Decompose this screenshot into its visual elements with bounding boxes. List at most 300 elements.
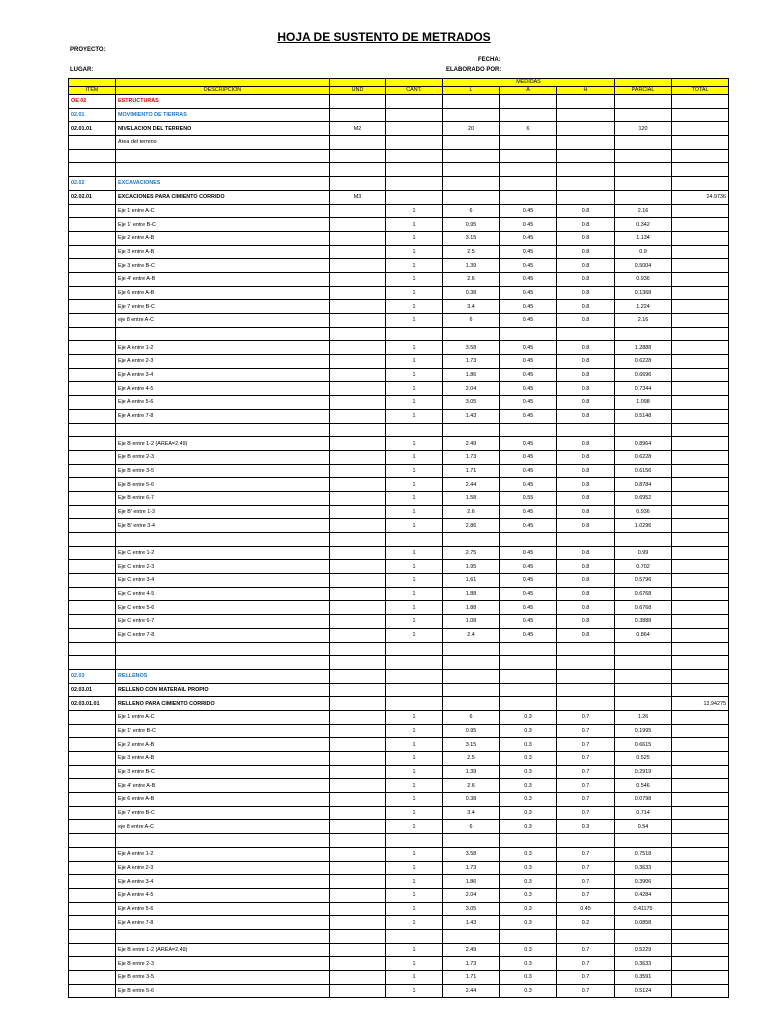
width-cell: 0.45: [500, 519, 557, 533]
partial-cell: 0.0798: [615, 793, 672, 807]
total-cell: [672, 136, 729, 150]
height-cell: 0.8: [557, 615, 615, 629]
length-cell: 1.86: [443, 875, 500, 889]
height-cell: 0.7: [557, 738, 615, 752]
partial-cell: 0.2919: [615, 765, 672, 779]
total-cell: [672, 752, 729, 766]
table-row: [69, 108, 729, 122]
length-cell: [443, 834, 500, 848]
unit-cell: [330, 505, 386, 519]
partial-cell: [615, 136, 672, 150]
page-title: HOJA DE SUSTENTO DE METRADOS: [277, 30, 491, 44]
unit-cell: [330, 272, 386, 286]
total-cell: [672, 437, 729, 451]
total-cell: [672, 149, 729, 163]
total-cell: [672, 464, 729, 478]
description-cell: Eje A entre 4-5: [116, 382, 330, 396]
partial-cell: 0.5796: [615, 574, 672, 588]
description-cell: eje 8 entre A-C: [116, 314, 330, 328]
quantity-cell: [386, 149, 443, 163]
length-cell: 2.4: [443, 628, 500, 642]
partial-cell: 0.6952: [615, 491, 672, 505]
quantity-cell: 1: [386, 943, 443, 957]
table-row: [69, 601, 729, 615]
description-cell: EXCACIONES PARA CIMIENTO CORRIDO: [116, 190, 330, 204]
total-cell: [672, 300, 729, 314]
quantity-cell: 1: [386, 300, 443, 314]
length-cell: [443, 423, 500, 437]
quantity-cell: [386, 95, 443, 109]
item-cell: [69, 259, 116, 273]
partial-cell: 0.6768: [615, 601, 672, 615]
total-cell: [672, 765, 729, 779]
length-cell: 2.6: [443, 272, 500, 286]
table-row: [69, 368, 729, 382]
description-cell: Eje 6 entre A-B: [116, 286, 330, 300]
table-row: [69, 738, 729, 752]
height-cell: 0.7: [557, 710, 615, 724]
partial-cell: 0.6228: [615, 450, 672, 464]
length-cell: 2.49: [443, 943, 500, 957]
quantity-cell: 1: [386, 231, 443, 245]
description-cell: Eje A entre 4-5: [116, 888, 330, 902]
quantity-cell: 1: [386, 820, 443, 834]
item-cell: [69, 615, 116, 629]
partial-cell: [615, 95, 672, 109]
unit-cell: [330, 136, 386, 150]
description-cell: Eje A entre 3-4: [116, 875, 330, 889]
description-cell: RELLENO PARA CIMIENTO CORRIDO: [116, 697, 330, 711]
width-cell: 0.45: [500, 355, 557, 369]
length-cell: 3.05: [443, 396, 500, 410]
total-cell: [672, 396, 729, 410]
height-cell: 0.7: [557, 971, 615, 985]
length-cell: 1.71: [443, 971, 500, 985]
item-cell: 02.03.01.01: [69, 697, 116, 711]
unit-cell: [330, 163, 386, 177]
description-cell: EXCAVACIONES: [116, 177, 330, 191]
partial-cell: [615, 177, 672, 191]
table-row: [69, 136, 729, 150]
length-cell: 1.39: [443, 765, 500, 779]
table-row: [69, 327, 729, 341]
width-cell: 0.3: [500, 861, 557, 875]
item-cell: [69, 519, 116, 533]
description-cell: Eje 1' entre B-C: [116, 218, 330, 232]
total-cell: [672, 272, 729, 286]
table-row: [69, 382, 729, 396]
quantity-cell: 1: [386, 765, 443, 779]
total-cell: [672, 943, 729, 957]
height-cell: 0.8: [557, 601, 615, 615]
description-cell: Eje 4' entre A-B: [116, 272, 330, 286]
length-cell: 2.49: [443, 437, 500, 451]
table-row: [69, 861, 729, 875]
description-cell: Eje C entre 4-5: [116, 587, 330, 601]
table-row: [69, 793, 729, 807]
partial-cell: 0.1368: [615, 286, 672, 300]
unit-cell: [330, 984, 386, 998]
length-cell: [443, 683, 500, 697]
table-row: [69, 615, 729, 629]
partial-cell: [615, 423, 672, 437]
total-cell: [672, 382, 729, 396]
total-cell: [672, 450, 729, 464]
height-cell: [557, 656, 615, 670]
item-cell: [69, 628, 116, 642]
height-cell: [557, 327, 615, 341]
length-cell: 3.15: [443, 231, 500, 245]
quantity-cell: [386, 683, 443, 697]
width-cell: [500, 190, 557, 204]
description-cell: Eje 1 entre A-C: [116, 710, 330, 724]
table-row: [69, 190, 729, 204]
height-cell: [557, 108, 615, 122]
partial-cell: 0.9: [615, 245, 672, 259]
quantity-cell: [386, 177, 443, 191]
length-cell: 3.4: [443, 806, 500, 820]
unit-cell: [330, 286, 386, 300]
item-cell: [69, 286, 116, 300]
quantity-cell: [386, 136, 443, 150]
item-cell: [69, 601, 116, 615]
length-cell: [443, 163, 500, 177]
width-cell: 0.3: [500, 806, 557, 820]
item-cell: [69, 423, 116, 437]
height-cell: [557, 697, 615, 711]
quantity-cell: 1: [386, 286, 443, 300]
total-cell: [672, 478, 729, 492]
table-row: [69, 122, 729, 136]
height-cell: 0.45: [557, 902, 615, 916]
total-cell: [672, 355, 729, 369]
height-cell: [557, 122, 615, 136]
quantity-cell: 1: [386, 971, 443, 985]
table-row: [69, 272, 729, 286]
partial-cell: 2.16: [615, 204, 672, 218]
unit-cell: [330, 793, 386, 807]
description-cell: Eje 7 entre B-C: [116, 806, 330, 820]
table-row: [69, 491, 729, 505]
length-cell: 2.5: [443, 752, 500, 766]
table-row: [69, 560, 729, 574]
length-cell: 1.95: [443, 560, 500, 574]
total-cell: [672, 218, 729, 232]
width-cell: [500, 327, 557, 341]
quantity-cell: 1: [386, 601, 443, 615]
description-cell: Eje A entre 2-3: [116, 861, 330, 875]
total-cell: [672, 108, 729, 122]
partial-cell: 0.6615: [615, 738, 672, 752]
unit-cell: [330, 902, 386, 916]
unit-cell: [330, 765, 386, 779]
height-cell: [557, 423, 615, 437]
description-cell: Area del terreno: [116, 136, 330, 150]
item-cell: 02.03: [69, 669, 116, 683]
item-cell: [69, 765, 116, 779]
total-cell: [672, 163, 729, 177]
quantity-cell: 1: [386, 341, 443, 355]
quantity-cell: 1: [386, 464, 443, 478]
description-cell: Eje 1 entre A-C: [116, 204, 330, 218]
unit-cell: [330, 218, 386, 232]
height-cell: 0.7: [557, 943, 615, 957]
quantity-cell: 1: [386, 396, 443, 410]
description-cell: Eje 7 entre B-C: [116, 300, 330, 314]
description-cell: Eje A entre 1-2: [116, 847, 330, 861]
table-row: [69, 752, 729, 766]
partial-cell: 0.6696: [615, 368, 672, 382]
table-row: [69, 464, 729, 478]
total-cell: [672, 533, 729, 547]
table-row: [69, 450, 729, 464]
item-cell: [69, 382, 116, 396]
header-l: L: [443, 87, 500, 95]
partial-cell: 0.4284: [615, 888, 672, 902]
quantity-cell: [386, 929, 443, 943]
width-cell: 0.45: [500, 437, 557, 451]
partial-cell: [615, 683, 672, 697]
partial-cell: 1.26: [615, 710, 672, 724]
unit-cell: [330, 642, 386, 656]
height-cell: 0.7: [557, 724, 615, 738]
partial-cell: 1.098: [615, 396, 672, 410]
length-cell: [443, 177, 500, 191]
total-cell: [672, 409, 729, 423]
description-cell: MOVIMIENTO DE TIERRAS: [116, 108, 330, 122]
unit-cell: [330, 957, 386, 971]
total-cell: [672, 259, 729, 273]
unit-cell: M3: [330, 190, 386, 204]
item-cell: [69, 971, 116, 985]
partial-cell: [615, 190, 672, 204]
item-cell: [69, 984, 116, 998]
partial-cell: 0.3633: [615, 861, 672, 875]
unit-cell: [330, 888, 386, 902]
description-cell: eje 8 entre A-C: [116, 820, 330, 834]
unit-cell: [330, 724, 386, 738]
quantity-cell: [386, 423, 443, 437]
table-row: [69, 574, 729, 588]
description-cell: [116, 327, 330, 341]
width-cell: 0.45: [500, 382, 557, 396]
table-row: [69, 409, 729, 423]
unit-cell: [330, 245, 386, 259]
width-cell: 0.45: [500, 615, 557, 629]
quantity-cell: [386, 533, 443, 547]
table-row: [69, 710, 729, 724]
width-cell: 0.45: [500, 300, 557, 314]
header-cell: [116, 79, 330, 87]
unit-cell: [330, 683, 386, 697]
height-cell: 0.8: [557, 355, 615, 369]
unit-cell: [330, 820, 386, 834]
partial-cell: 0.714: [615, 806, 672, 820]
partial-cell: 0.6228: [615, 355, 672, 369]
table-row: [69, 587, 729, 601]
width-cell: 0.45: [500, 314, 557, 328]
description-cell: Eje B entre 2-3: [116, 450, 330, 464]
description-cell: Eje B entre 1-2 (AREA=2.49): [116, 943, 330, 957]
item-cell: [69, 656, 116, 670]
description-cell: Eje B entre 3-5: [116, 971, 330, 985]
total-cell: [672, 560, 729, 574]
description-cell: Eje 4' entre A-B: [116, 779, 330, 793]
quantity-cell: 1: [386, 314, 443, 328]
quantity-cell: 1: [386, 519, 443, 533]
item-cell: [69, 793, 116, 807]
width-cell: 0.45: [500, 409, 557, 423]
table-row: [69, 533, 729, 547]
partial-cell: [615, 697, 672, 711]
description-cell: Eje C entre 3-4: [116, 574, 330, 588]
item-cell: [69, 957, 116, 971]
quantity-cell: [386, 669, 443, 683]
quantity-cell: 1: [386, 957, 443, 971]
table-row: [69, 519, 729, 533]
height-cell: 0.3: [557, 820, 615, 834]
unit-cell: [330, 752, 386, 766]
unit-cell: [330, 806, 386, 820]
total-cell: [672, 519, 729, 533]
height-cell: 0.8: [557, 628, 615, 642]
height-cell: [557, 929, 615, 943]
quantity-cell: 1: [386, 615, 443, 629]
item-cell: [69, 149, 116, 163]
height-cell: 0.8: [557, 231, 615, 245]
table-row: [69, 341, 729, 355]
table-row: [69, 642, 729, 656]
height-cell: 0.8: [557, 368, 615, 382]
width-cell: 0.45: [500, 478, 557, 492]
description-cell: Eje B entre 6-7: [116, 491, 330, 505]
width-cell: 0.45: [500, 601, 557, 615]
height-cell: 0.7: [557, 752, 615, 766]
height-cell: [557, 683, 615, 697]
item-cell: [69, 218, 116, 232]
unit-cell: [330, 943, 386, 957]
width-cell: [500, 642, 557, 656]
item-cell: [69, 820, 116, 834]
item-cell: [69, 574, 116, 588]
quantity-cell: 1: [386, 409, 443, 423]
quantity-cell: [386, 834, 443, 848]
total-cell: [672, 929, 729, 943]
table-row: [69, 847, 729, 861]
table-row: [69, 423, 729, 437]
description-cell: Eje C entre 7-8: [116, 628, 330, 642]
unit-cell: [330, 204, 386, 218]
item-cell: [69, 437, 116, 451]
quantity-cell: [386, 122, 443, 136]
width-cell: 0.45: [500, 272, 557, 286]
length-cell: [443, 929, 500, 943]
unit-cell: [330, 149, 386, 163]
length-cell: [443, 669, 500, 683]
height-cell: 0.8: [557, 396, 615, 410]
total-cell: [672, 888, 729, 902]
item-cell: [69, 738, 116, 752]
table-row: [69, 902, 729, 916]
height-cell: 0.8: [557, 491, 615, 505]
width-cell: 0.3: [500, 738, 557, 752]
description-cell: [116, 834, 330, 848]
quantity-cell: [386, 656, 443, 670]
total-cell: [672, 341, 729, 355]
partial-cell: 0.3906: [615, 875, 672, 889]
quantity-cell: 1: [386, 628, 443, 642]
header-item: ITEM: [69, 87, 116, 95]
unit-cell: [330, 314, 386, 328]
quantity-cell: 1: [386, 861, 443, 875]
partial-cell: 0.8964: [615, 437, 672, 451]
width-cell: 0.45: [500, 546, 557, 560]
total-cell: [672, 793, 729, 807]
width-cell: 0.45: [500, 628, 557, 642]
description-cell: Eje A entre 5-6: [116, 396, 330, 410]
width-cell: [500, 177, 557, 191]
item-cell: [69, 245, 116, 259]
length-cell: 1.43: [443, 916, 500, 930]
item-cell: [69, 136, 116, 150]
item-cell: [69, 779, 116, 793]
length-cell: 0.38: [443, 286, 500, 300]
table-row: [69, 875, 729, 889]
total-cell: [672, 738, 729, 752]
unit-cell: [330, 738, 386, 752]
length-cell: 6: [443, 204, 500, 218]
header-und: UND: [330, 87, 386, 95]
length-cell: [443, 642, 500, 656]
height-cell: 0.8: [557, 560, 615, 574]
height-cell: 0.8: [557, 204, 615, 218]
length-cell: 1.71: [443, 464, 500, 478]
width-cell: 0.3: [500, 875, 557, 889]
length-cell: 1.73: [443, 861, 500, 875]
item-cell: [69, 396, 116, 410]
unit-cell: [330, 533, 386, 547]
item-cell: [69, 834, 116, 848]
partial-cell: 0.8784: [615, 478, 672, 492]
quantity-cell: 1: [386, 382, 443, 396]
length-cell: 1.86: [443, 368, 500, 382]
unit-cell: [330, 519, 386, 533]
table-row: [69, 628, 729, 642]
height-cell: [557, 190, 615, 204]
quantity-cell: 1: [386, 738, 443, 752]
length-cell: 3.58: [443, 341, 500, 355]
table-row: [69, 656, 729, 670]
partial-cell: 0.6156: [615, 464, 672, 478]
partial-cell: 1.134: [615, 231, 672, 245]
length-cell: 0.38: [443, 793, 500, 807]
table-row: [69, 779, 729, 793]
header-cell: [615, 79, 672, 87]
item-cell: [69, 300, 116, 314]
width-cell: 0.45: [500, 286, 557, 300]
length-cell: 3.58: [443, 847, 500, 861]
quantity-cell: [386, 190, 443, 204]
item-cell: [69, 724, 116, 738]
unit-cell: [330, 916, 386, 930]
unit-cell: [330, 368, 386, 382]
width-cell: 0.45: [500, 368, 557, 382]
length-cell: 2.6: [443, 779, 500, 793]
height-cell: 0.8: [557, 245, 615, 259]
length-cell: 2.75: [443, 546, 500, 560]
description-cell: NIVELACION DEL TERRENO: [116, 122, 330, 136]
unit-cell: [330, 300, 386, 314]
